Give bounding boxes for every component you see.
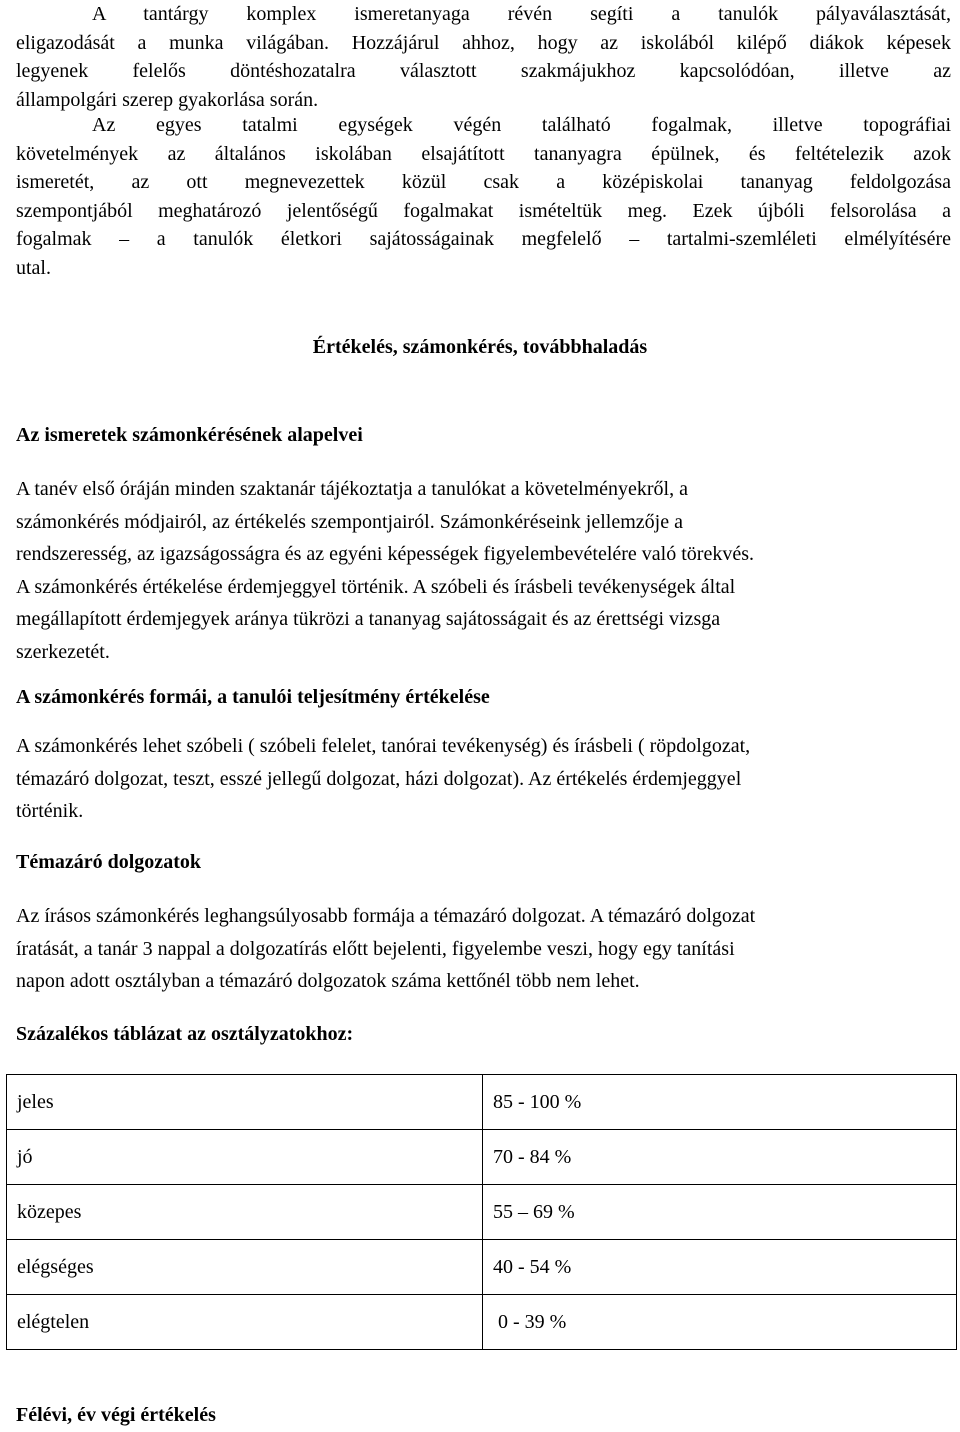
- principles-paragraph: [16, 473, 951, 668]
- text-line: megállapított érdemjegyek aránya tükrözi a tananyag sajátosságait és az érettségi vizsga: [16, 608, 721, 630]
- grade-cell: elégséges: [7, 1240, 483, 1295]
- text-line: állampolgári szerep gyakorlása során.: [16, 88, 319, 111]
- tests-paragraph: [16, 900, 951, 998]
- text-line: utal.: [16, 256, 51, 279]
- text-line: ismeretét, az ott megnevezettek közül csak a középiskolai tananyag feldolgozása: [16, 171, 951, 193]
- text-line: témazáró dolgozat, teszt, esszé jellegű dolgozat, házi dolgozat). Az értékelés érdemjeggyel: [16, 767, 742, 790]
- range-cell: 55 – 69 %: [483, 1185, 957, 1240]
- grade-table: [6, 1074, 957, 1350]
- text-line: A tanév első óráján minden szaktanár tájékoztatja a tanulókat a követelményekről, a: [16, 478, 688, 500]
- text-line: szerkezetét.: [16, 640, 110, 663]
- forms-paragraph: [16, 730, 951, 828]
- range-cell: 70 - 84 %: [483, 1130, 957, 1185]
- grade-cell: közepes: [7, 1185, 483, 1240]
- text-line: szempontjából meghatározó jelentőségű fogalmakat ismételtük meg. Ezek újbóli felsorolása a: [16, 199, 951, 222]
- range-cell: 0 - 39 %: [483, 1295, 957, 1350]
- intro-paragraph-1: [16, 0, 951, 114]
- text-line: A tantárgy komplex ismeretanyaga révén segíti a tanulók pályaválasztását,: [92, 3, 951, 25]
- text-line: A számonkérés értékelése érdemjeggyel történik. A szóbeli és írásbeli tevékenységek által: [16, 575, 736, 598]
- text-line: rendszeresség, az igazságosságra és az egyéni képességek figyelembevételére való törekvés.: [16, 543, 754, 565]
- section-title: Értékelés, számonkérés, továbbhaladás: [312, 336, 648, 358]
- text-line: követelmények az általános iskolában elsajátított tananyagra épülnek, és feltételezik azok: [16, 142, 951, 165]
- forms-heading: A számonkérés formái, a tanulói teljesítmény értékelése: [16, 686, 490, 708]
- tests-heading: Témazáró dolgozatok: [16, 851, 201, 873]
- text-line: Az írásos számonkérés leghangsúlyosabb formája a témazáró dolgozat. A témazáró dolgozat: [16, 905, 756, 927]
- table-row: [7, 1185, 957, 1240]
- text-line: Az egyes tatalmi egységek végén található fogalmak, illetve topográfiai: [92, 114, 951, 136]
- table-row: [7, 1130, 957, 1185]
- table-row: [7, 1240, 957, 1295]
- principles-heading: Az ismeretek számonkérésének alapelvei: [16, 424, 363, 446]
- text-line: eligazodását a munka világában. Hozzájárul ahhoz, hogy az iskolából kilépő diákok képesek: [16, 31, 951, 54]
- table-row: [7, 1295, 957, 1350]
- text-line: fogalmak – a tanulók életkori sajátosságainak megfelelő – tartalmi-szemléleti elmélyítésére: [16, 228, 951, 250]
- grade-table-heading: Százalékos táblázat az osztályzatokhoz:: [16, 1023, 354, 1045]
- text-line: legyenek felelős döntéshozatalra választott szakmájukhoz kapcsolódóan, illetve az: [16, 60, 951, 82]
- intro-paragraph-2: [16, 111, 951, 282]
- text-line: napon adott osztályban a témazáró dolgozatok száma kettőnél több nem lehet.: [16, 970, 640, 992]
- text-line: A számonkérés lehet szóbeli ( szóbeli felelet, tanórai tevékenység) és írásbeli ( röpdolgozat,: [16, 735, 751, 757]
- range-cell: 85 - 100 %: [483, 1075, 957, 1130]
- text-line: íratását, a tanár 3 nappal a dolgozatírás előtt bejelenti, figyelembe veszi, hogy egy tanítási: [16, 937, 735, 960]
- grade-cell: jó: [7, 1130, 483, 1185]
- range-cell: 40 - 54 %: [483, 1240, 957, 1295]
- grade-cell: elégtelen: [7, 1295, 483, 1350]
- final-heading: Félévi, év végi értékelés: [16, 1404, 216, 1426]
- text-line: számonkérés módjairól, az értékelés szempontjairól. Számonkéréseink jellemzője a: [16, 510, 683, 533]
- text-line: történik.: [16, 800, 84, 822]
- table-row: [7, 1075, 957, 1130]
- grade-cell: jeles: [7, 1075, 483, 1130]
